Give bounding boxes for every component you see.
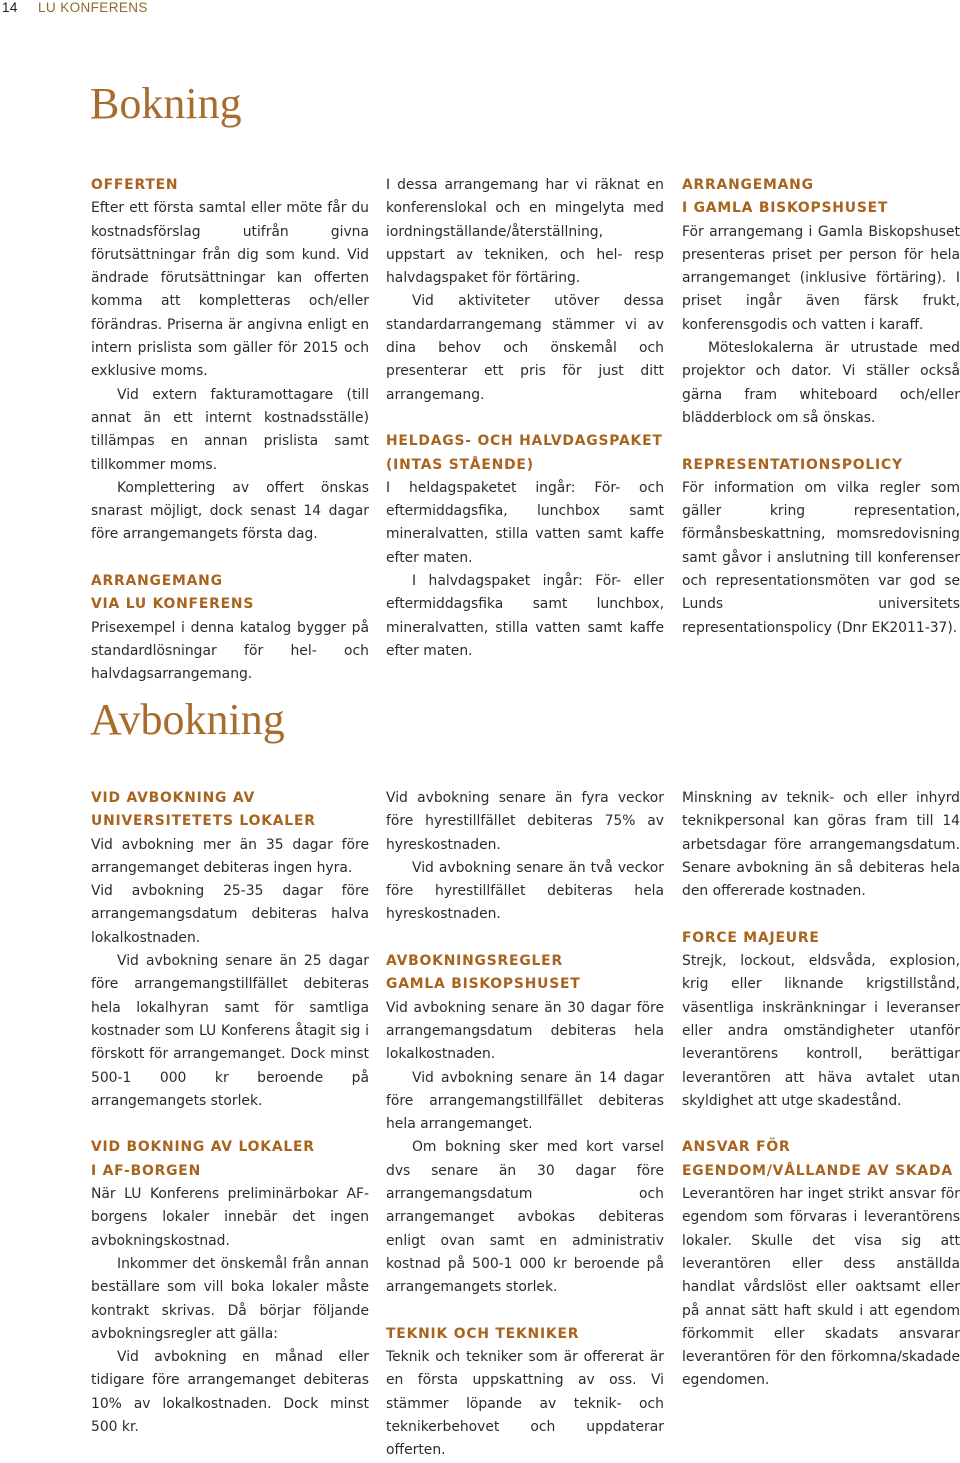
fyra-veckor-text: Vid avbokning senare än fyra veckor före hyrestillfället debiteras 75% av hyreskostnaden. (386, 790, 664, 853)
af-text: När LU Konferens preliminärbokar AF-borgens lokaler innebär det ingen avbokningskostnad. (91, 1186, 369, 1249)
booking-column-3 (682, 174, 960, 640)
booking-title: Bokning (90, 79, 242, 128)
paket-heading-line1: HELDAGS- OCH HALVDAGSPAKET (386, 433, 663, 450)
representation-text: För information om vilka regler som gäller kring representation, förmånsbeskattning, momsredovisning samt gåvor i anslutning till konferenser och representationsmöten var god se Lunds universitets representationspolicy (Dnr EK2011-37). (682, 479, 960, 636)
rule-35-text: Vid avbokning mer än 35 dagar före arrangemanget debiteras ingen hyra. (91, 836, 369, 876)
page-number: 14 (2, 0, 18, 15)
teknik-heading: TEKNIK OCH TEKNIKER (386, 1325, 580, 1342)
gamla-text: För arrangemang i Gamla Biskopshuset presenteras priset per person för hela arrangemanget (inklusive förtäring). I priset ingår även färsk frukt, konferensgodis och vatten i karaff. (682, 223, 960, 333)
manad-text: Vid avbokning en månad eller tidigare före arrangemanget debiteras 10% av lokalkostnaden. Dock minst 500 kr. (91, 1349, 369, 1436)
komplettering-text: Komplettering av offert önskas snarast möjligt, dock senast 14 dagar före arrangemangets första dag. (91, 479, 369, 543)
arrangemang-heading-line2: VIA LU KONFERENS (91, 596, 255, 613)
kort-varsel-text: Om bokning sker med kort varsel dvs senare än 30 dagar före arrangemangsdatum och arrangemanget avbokas debiteras enligt ovan samt en administrativ kostnad på 500-1 000 kr beroende på arrangemangets storlek. (386, 1139, 664, 1296)
booking-column-1 (91, 174, 369, 687)
inkommer-text: Inkommer det önskemål från annan beställare som vill boka lokaler måste kontrakt skrivas. Då börjar följande avbokningsregler att gälla: (91, 1255, 369, 1342)
booking-column-2 (386, 174, 664, 663)
regler-heading-line2: GAMLA BISKOPSHUSET (386, 976, 581, 993)
force-majeure-text: Strejk, lockout, eldsvåda, explosion, krig eller liknande krigstillstånd, väsentliga inskränkningar i leveranser eller andra omständigheter utanför leverantörens kontroll, berättigar leverantören att häva avtalet utan skyldighet att utge skadestånd. (682, 953, 960, 1109)
rule-30-text: Vid avbokning senare än 30 dagar före arrangemangsdatum debiteras hela lokalkostnaden. (386, 999, 664, 1063)
regler-heading-line1: AVBOKNINGSREGLER (386, 953, 563, 970)
ansvar-text: Leverantören har inget strikt ansvar för egendom som förvaras i leverantörens lokaler. Skulle det visa sig att leverantören eller dess anställda handlat vårdslöst eller oaktsamt eller på annat sätt haft skuld i att egendom förkommit eller skadats ansvarar leverantören för den förkomna/skadade egendomen. (682, 1186, 960, 1389)
rule-25-35-text: Vid avbokning 25-35 dagar före arrangemangsdatum debiteras halva lokalkostnaden. (91, 883, 369, 946)
af-heading-line1: VID BOKNING AV LOKALER (91, 1139, 315, 1156)
cancellation-column-3 (682, 787, 960, 1393)
teknik-text: Teknik och tekniker som är offererat är en första uppskattning av oss. Vi stämmer löpande av teknik- och teknikerbehovet och uppdaterar offerten. (386, 1349, 664, 1459)
intro-text: I dessa arrangemang har vi räknat en konferenslokal och en mingelyta med iordningställande/återställning, uppstart av tekniken, och hel- resp halvdagspaket för förtäring. (386, 177, 664, 287)
force-majeure-heading: FORCE MAJEURE (682, 929, 820, 946)
univ-heading-line1: VID AVBOKNING AV (91, 790, 256, 806)
cancellation-column-2 (386, 787, 664, 1463)
moteslokaler-text: Möteslokalerna är utrustade med projektor och dator. Vi ställer också gärna fram whiteboard och/eller blädderblock om så önskas. (682, 340, 960, 426)
paket-heading-line2: (INTAS STÅENDE) (386, 456, 534, 473)
section-name: LU KONFERENS (38, 0, 148, 15)
rule-14-text: Vid avbokning senare än 14 dagar före arrangemangstillfället debiteras hela arrangemanget. (386, 1069, 664, 1133)
ansvar-heading-line2: EGENDOM/VÅLLANDE AV SKADA (682, 1162, 953, 1179)
minskning-text: Minskning av teknik- och eller inhyrd teknikpersonal kan göras fram till 14 arbetsdagar före arrangemangsdatum. Senare avbokning än så debiteras hela den offererade kostnaden. (682, 790, 960, 900)
heldag-text: I heldagspaketet ingår: För- och eftermiddagsfika, lunchbox samt mineralvatten, stilla vatten samt kaffe efter maten. (386, 479, 664, 566)
cancellation-column-1 (91, 787, 369, 1439)
arrangemang-heading-line1: ARRANGEMANG (91, 573, 223, 590)
gamla-heading-line1: ARRANGEMANG (682, 177, 814, 193)
rule-25-text: Vid avbokning senare än 25 dagar före arrangemangstillfället debiteras hela lokalhyran samt för samtliga kostnader som LU Konferens åtagit sig i förskott för arrangemanget. Dock minst 500-1 000 kr beroende på arrangemangets storlek. (91, 953, 369, 1109)
cancellation-title: Avbokning (90, 695, 285, 744)
offert-heading: OFFERTEN (91, 177, 179, 193)
tva-veckor-text: Vid avbokning senare än två veckor före hyrestillfället debiteras hela hyreskostnaden. (386, 859, 664, 923)
ansvar-heading-line1: ANSVAR FÖR (682, 1139, 791, 1156)
halvdag-text: I halvdagspaket ingår: För- eller eftermiddagsfika samt lunchbox, mineralvatten, stilla vatten samt kaffe efter maten. (386, 573, 664, 659)
af-heading-line2: I AF-BORGEN (91, 1162, 201, 1179)
representation-heading: REPRESENTATIONSPOLICY (682, 456, 903, 473)
gamla-heading-line2: I GAMLA BISKOPSHUSET (682, 200, 889, 217)
running-head (0, 0, 148, 16)
offert-text: Efter ett första samtal eller möte får du kostnadsförslag utifrån givna förutsättningar från dig som kund. Vid ändrade förutsättningar kan offerten komma att kompletteras och/eller förändras. Priserna är angivna enligt en intern prislista som gäller för 2015 och exklusive moms. (91, 200, 369, 380)
univ-heading-line2: UNIVERSITETETS LOKALER (91, 813, 316, 830)
arrangemang-text: Prisexempel i denna katalog bygger på standardlösningar för hel- och halvdagsarrangemang. (91, 619, 369, 683)
aktiviteter-text: Vid aktiviteter utöver dessa standardarrangemang stämmer vi av dina behov och önskemål och presenterar ett pris för just ditt arrangemang. (386, 293, 664, 403)
extern-text: Vid extern fakturamottagare (till annat än ett internt kostnadsställe) tillämpas en annan prislista samt tillkommer moms. (91, 386, 369, 473)
